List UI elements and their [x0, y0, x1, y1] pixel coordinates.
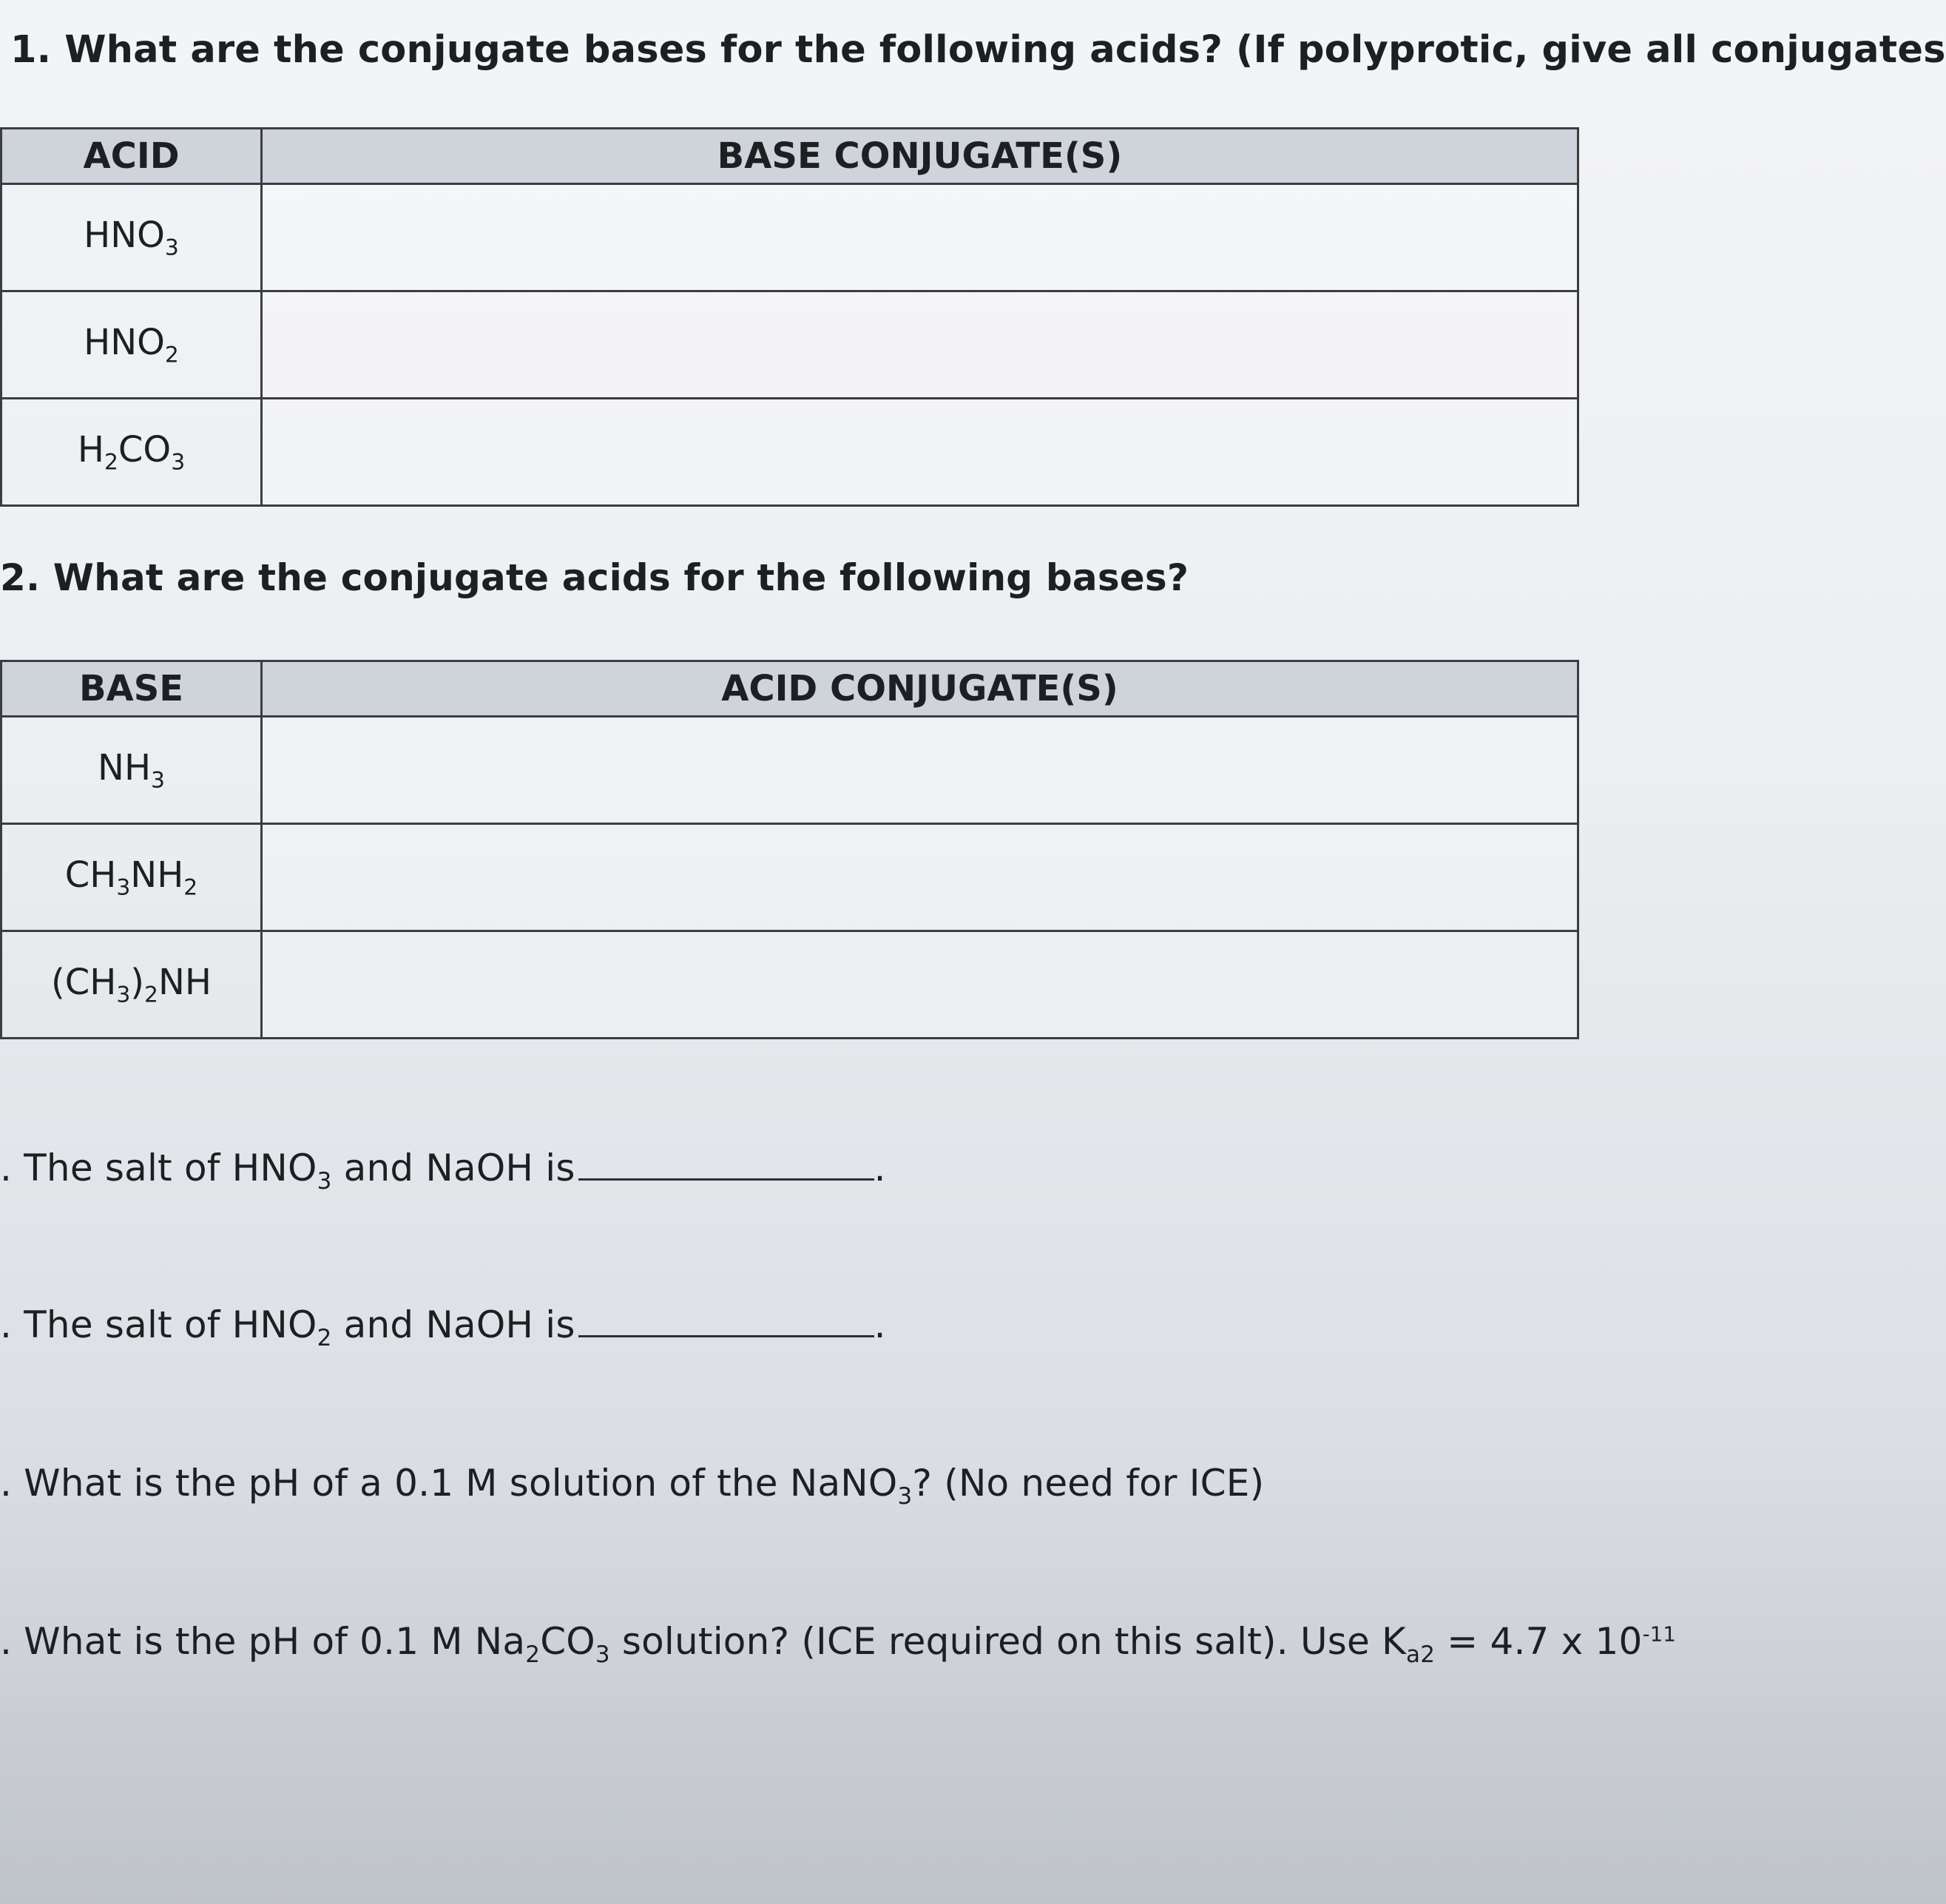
table-row [1, 399, 1578, 506]
base-acid-table [0, 660, 1579, 1039]
header-acid-conjugate: ACID CONJUGATE(S) [262, 661, 1578, 717]
acid-cell-h2co3: $H_2CO_3$ [1, 399, 262, 506]
answer-blank[interactable] [578, 1152, 874, 1181]
header-acid: ACID [1, 129, 262, 184]
acid-cell-hno2: $HNO_2$ [1, 291, 262, 399]
base-cell-dimethylamine: $(CH_3)_2NH$ [1, 931, 262, 1039]
header-base: BASE [1, 661, 262, 717]
question-1: 1. What are the conjugate bases for the following acids? (If polyprotic, give all conjugates [10, 28, 1946, 72]
base-cell-ch3nh2: $CH_3NH_2$ [1, 824, 262, 931]
table-row [1, 291, 1578, 399]
acid-base-table [0, 127, 1579, 507]
question-4: . The salt of $HNO_2$ and NaOH is . [0, 1303, 886, 1351]
base-cell-nh3: $NH_3$ [1, 717, 262, 824]
answer-cell[interactable] [262, 399, 1578, 506]
table-header-row [1, 129, 1578, 184]
answer-cell[interactable] [262, 291, 1578, 399]
answer-cell[interactable] [262, 931, 1578, 1039]
answer-cell[interactable] [262, 184, 1578, 291]
answer-cell[interactable] [262, 717, 1578, 824]
question-6: . What is the pH of 0.1 M $Na_2CO_3$ solution? (ICE required on this salt). Use $K_{a2} = 4.7$ x $10^{-11}$ [0, 1620, 1677, 1668]
answer-blank[interactable] [578, 1309, 874, 1337]
table-row [1, 184, 1578, 291]
question-2: 2. What are the conjugate acids for the following bases? [0, 556, 1189, 599]
question-5: . What is the pH of a 0.1 M solution of the NaNO$_3$? (No need for ICE) [0, 1462, 1265, 1510]
table-row [1, 717, 1578, 824]
header-base-conjugate: BASE CONJUGATE(S) [262, 129, 1578, 184]
table-header-row [1, 661, 1578, 717]
table-row [1, 931, 1578, 1039]
table-row [1, 824, 1578, 931]
question-3: . The salt of $HNO_3$ and NaOH is . [0, 1147, 886, 1195]
answer-cell[interactable] [262, 824, 1578, 931]
acid-cell-hno3: $HNO_3$ [1, 184, 262, 291]
